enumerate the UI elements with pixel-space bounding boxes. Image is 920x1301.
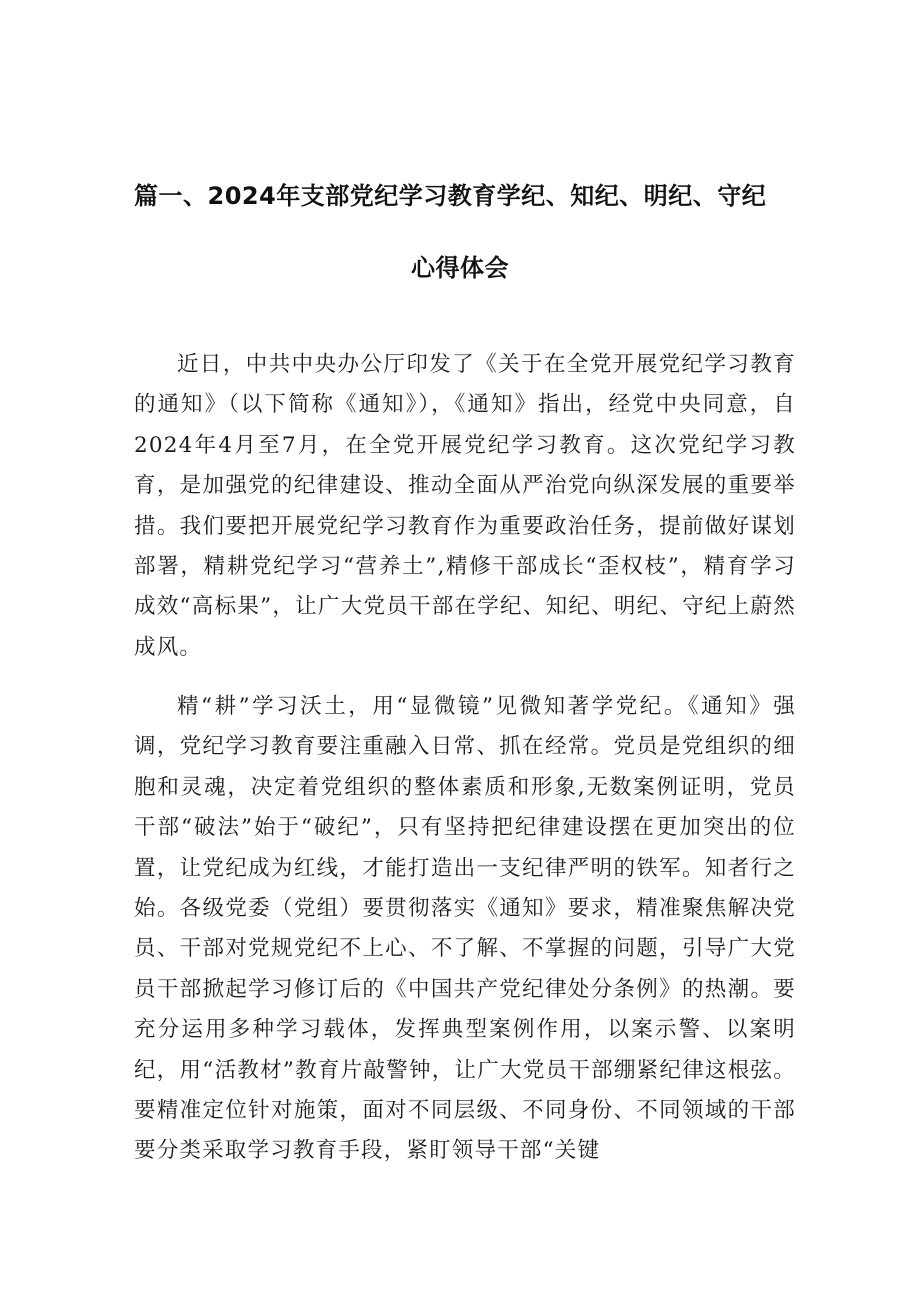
body-paragraph-1-block xyxy=(134,345,796,668)
body-paragraph: 精“耕”学习沃土，用“显微镜”见微知著学党纪。《通知》强调，党纪学习教育要注重融入日常、抓在经常。党员是党组织的细胞和灵魂，决定着党组织的整体素质和形象,无数案例证明，党员干部“破法”始于“破纪”，只有坚持把纪律建设摆在更加突出的位置，让党纪成为红线，才能打造出一支纪律严明的铁军。知者行之始。各级党委（党组）要贯彻落实《通知》要求，精准聚焦解决党员、干部对党规党纪不上心、不了解、不掌握的问题，引导广大党员干部掀起学习修订后的《中国共产党纪律处分条例》的热潮。要充分运用多种学习载体，发挥典型案例作用，以案示警、以案明纪，用“活教材”教育片敲警钟，让广大党员干部绷紧纪律这根弦。要精准定位针对施策，面对不同层级、不同身份、不同领域的干部要分类采取学习教育手段，紧盯领导干部“关键 xyxy=(134,694,796,1164)
document-title-line-2: 心得体会 xyxy=(411,254,509,282)
body-paragraph-2-block xyxy=(134,687,796,1172)
body-paragraph: 近日，中共中央办公厅印发了《关于在全党开展党纪学习教育的通知》（以下简称《通知》），《通知》指出，经党中央同意，自2024年4月至7月，在全党开展党纪学习教育。这次党纪学习教育，是加强党的纪律建设、推动全面从严治党向纵深发展的重要举措。我们要把开展党纪学习教育作为重要政治任务，提前做好谋划部署，精耕党纪学习“营养土”,精修干部成长“歪权枝”，精育学习成效“高标果”，让广大党员干部在学纪、知纪、明纪、守纪上蔚然成风。 xyxy=(134,352,796,660)
document-title-line-1: 篇一、2024年支部党纪学习教育学纪、知纪、明纪、守纪 xyxy=(134,182,767,210)
